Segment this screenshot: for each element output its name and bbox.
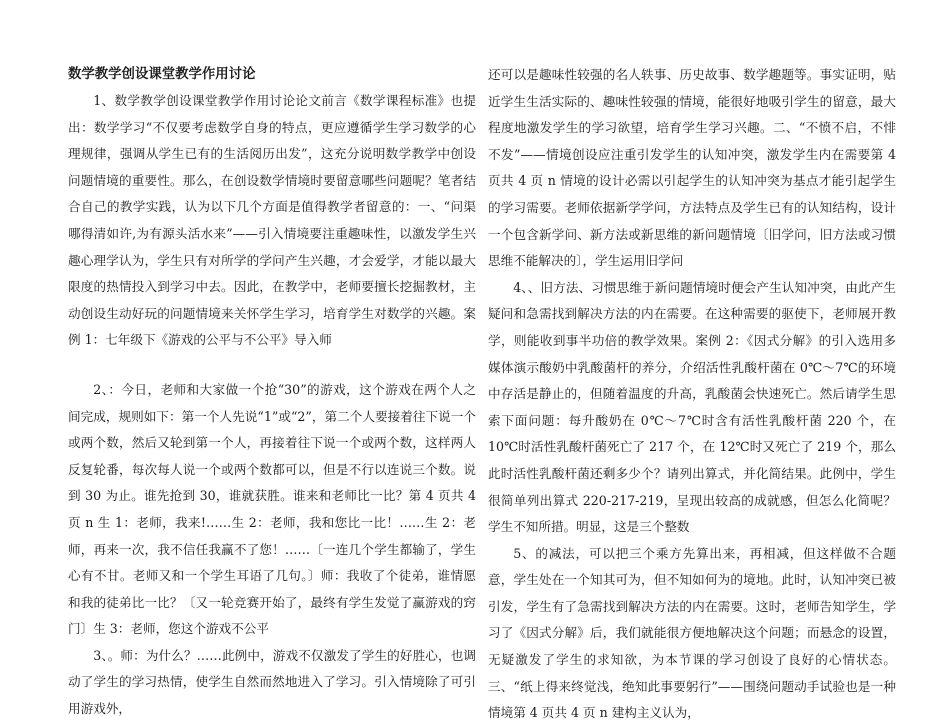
paragraph-5: 5、的减法，可以把三个乘方先算出来，再相减，但这样做不合题意，学生处在一个知其可为，但不知如何为的境地。此时，认知冲突已被引发，学生有了急需找到解决方法的内在需要。这时，老师告知学生，学习了《因式分解》后，我们就能很方便地解决这个问题；而悬念的设置，无疑激发了学生的求知欲，为本节课的学习创设了良好的心情状态。三、“纸上得来终觉浅，绝知此事要躬行”——围绕问题动手试验也是一种情境第 4 页共 4 页 n 建构主义认为， (488, 545, 896, 721)
document-title: 数学教学创设课堂教学作用讨论 (68, 67, 256, 82)
paragraph-3-continued: 还可以是趣味性较强的名人轶事、历史故事、数学趣题等。事实证明，贴近学生生活实际的、趣味性较强的情境，能很好地吸引学生的留意，最大程度地激发学生的学习欲望，培育学生学习兴趣。二、“不愤不启，不悱不发”——情境创设应注重引发学生的认知冲突，激发学生内在需要第 4 页共 4 页 n 情境的设计必需以引起学生的认知冲突为基点才能引起学生的学习需要。老师依据新学学问，方法特点及学生已有的认知结构，设计一个包含新学问、新方法或新思维的新问题情境〔旧学问，旧方法或习惯思维不能解决的〕，学生运用旧学问 (488, 67, 896, 269)
paragraph-2: 2、：今日，老师和大家做一个抢“30”的游戏，这个游戏在两个人之间完成，规则如下：第一个人先说“1”或“2”，第二个人要接着往下说一个或两个数，然后又轮到第一个人，再接着往下说一个或两个数，这样两人反复轮番，每次每人说一个或两个数都可以，但是不行以连说三个数。说到 30 为止。谁先抢到 30，谁就获胜。谁来和老师比一比？第 4 页共 4 页 n 生 1：老师，我来!……生 2：老师，我和您比一比！……生 2：老师，再来一次，我不信任我赢不了您！……〔一连几个学生都输了，学生心有不甘。老师又和一个学生耳语了几句。〕师：我收了个徒弟，谁情愿和我的徒弟比一比？〔又一轮竞赛开始了，最终有学生发觉了赢游戏的窍门〕生 3：老师，您这个游戏不公平 (68, 381, 476, 637)
right-column (488, 62, 896, 727)
paragraph-3: 3、。师：为什么？……此例中，游戏不仅激发了学生的好胜心，也调动了学生的学习热情，使学生自然而然地进入了学习。引入情境除了可引用游戏外， (68, 647, 476, 717)
left-column (68, 62, 476, 723)
paragraph-gap (68, 354, 476, 377)
paragraph-1: 1、数学教学创设课堂教学作用讨论论文前言《数学课程标准》也提出：数学学习“不仅要考虑数学自身的特点，更应遵循学生学习数学的心理规律，强调从学生已有的生活阅历出发”，这充分说明数学教学中创设问题情境的重要性。那么，在创设数学情境时要留意哪些问题呢？笔者结合自己的教学实践，认为以下几个方面是值得教学者留意的：一、“问渠哪得清如许,为有源头活水来”——引入情境要注重趣味性，以激发学生兴趣心理学认为，学生只有对所学的学问产生兴趣，才会爱学，才能以最大限度的热情投入到学习中去。因此，在教学中，老师要擅长挖掘教材，主动创设生动好玩的问题情境来关怀学生学习，培育学生对数学的兴趣。案例 1：七年级下《游戏的公平与不公平》导入师 (68, 93, 476, 348)
paragraph-4: 4、、旧方法、习惯思维于新问题情境时便会产生认知冲突，由此产生疑问和急需找到解决方法的内在需要。在这种需要的驱使下，老师展开教学，则能收到事半功倍的教学效果。案例 2：《因式分解》的引入选用多媒体演示酸奶中乳酸菌杆的养分，介绍活性乳酸杆菌在 0℃～7℃的环境中存活是静止的，但随着温度的升高，乳酸菌会快速死亡。然后请学生思索下面问题：每升酸奶在 0℃～7℃时含有活性乳酸杆菌 220 个，在 10℃时活性乳酸杆菌死亡了 217 个，在 12℃时又死亡了 219 个，那么此时活性乳酸杆菌还剩多少个？请列出算式，并化简结果。此例中，学生很简单列出算式 220-217-219，呈现出较高的成就感，但怎么化简呢？学生不知所措。明显，这是三个整数 (488, 279, 896, 535)
